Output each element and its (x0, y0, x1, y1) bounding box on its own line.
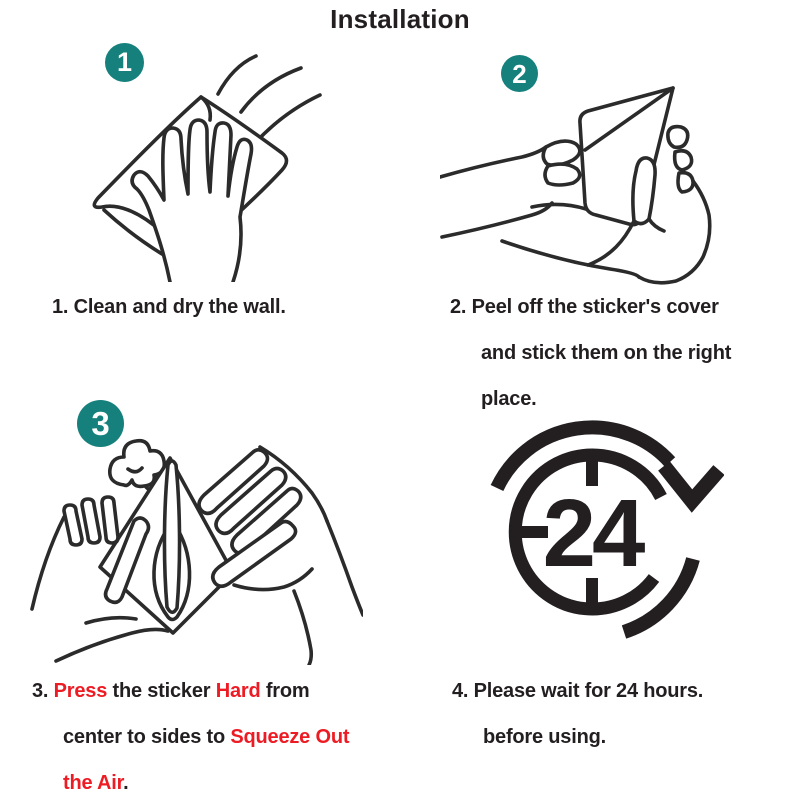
forearm-top-edge (440, 147, 546, 177)
center-press-strip (164, 461, 179, 612)
thumb (633, 158, 655, 224)
24-hours-clock-icon (468, 406, 724, 652)
step-2-caption (450, 284, 731, 422)
caption-line: before using. (483, 726, 606, 748)
caption-line: and stick them on the right (481, 342, 732, 364)
caption-line: place. (481, 388, 537, 410)
arrow-head (664, 466, 719, 501)
motion-line (256, 95, 320, 142)
hand-outer-edge (32, 517, 64, 609)
step-2-badge-number: 2 (512, 58, 527, 89)
step-1-badge-number: 1 (116, 47, 133, 77)
step-1-caption (52, 284, 286, 330)
hand-wiping-cloth-illustration (58, 42, 358, 282)
finger (82, 499, 100, 543)
finger-over-edge (545, 164, 580, 185)
caption-line: 2. Peel off the sticker's cover (450, 296, 719, 318)
motion-line (241, 68, 301, 112)
finger (102, 497, 118, 543)
thumb-crease (649, 219, 664, 231)
knuckle-bump (678, 173, 693, 192)
caption-line: 1. Clean and dry the wall. (52, 296, 286, 318)
caption-line: 4. Please wait for 24 hours. (452, 680, 704, 702)
page-title: Installation (330, 4, 470, 34)
thumb-line (532, 204, 586, 209)
thumb-line (86, 618, 136, 623)
knuckle-bump (675, 151, 692, 170)
sticker-card (580, 88, 673, 225)
left-holding-hand (440, 141, 586, 237)
caption-line: the Air. (63, 772, 129, 794)
step-3-badge-number: 3 (91, 405, 110, 442)
motion-line (218, 56, 256, 94)
hands-peeling-sticker-illustration (440, 45, 760, 285)
finger-over-edge (543, 141, 580, 165)
caption-line: 3. Press the sticker Hard from (32, 680, 310, 702)
step-4-caption (452, 668, 703, 760)
card-outline (580, 88, 673, 225)
knuckle-bump (668, 127, 688, 148)
puff-swirl (128, 468, 142, 472)
step-3-caption (32, 668, 349, 800)
forearm-upper-edge (327, 521, 363, 615)
caption-line: center to sides to Squeeze Out (63, 726, 350, 748)
hand-inner-edge (588, 221, 634, 265)
clock-24-label: 24 (542, 480, 642, 587)
forearm-lower-edge (294, 591, 311, 665)
hands-pressing-sticker-illustration (28, 395, 363, 665)
palm-bottom-edge (56, 629, 168, 661)
finger (64, 505, 82, 545)
